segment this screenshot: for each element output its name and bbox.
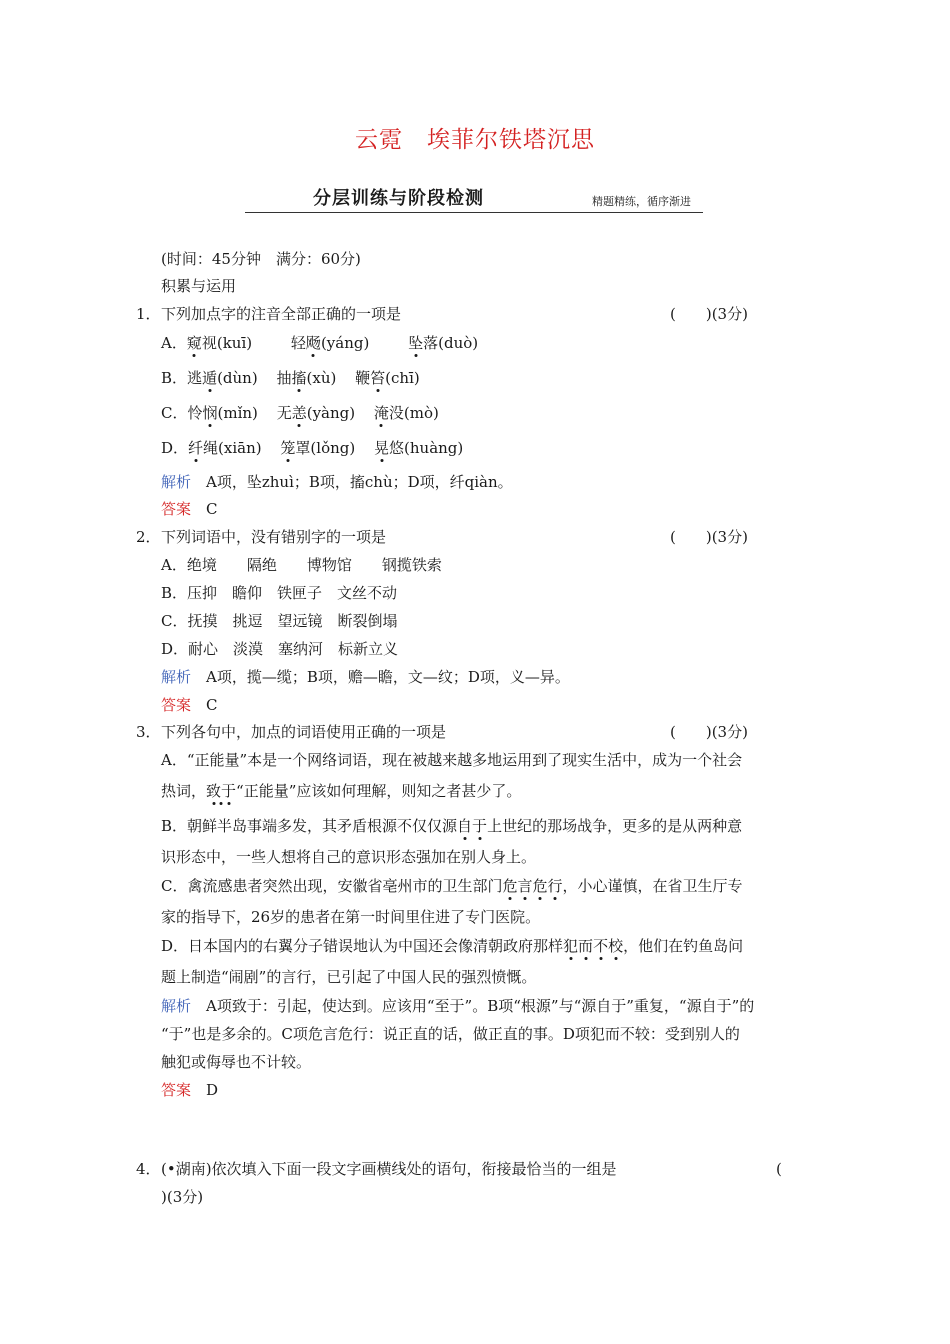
q3-option-a-line2: 热词，致于“正能量”应该如何理解，则知之者甚少了。: [161, 782, 522, 800]
question-1-score: ( )(3分): [670, 305, 748, 323]
q2-answer: 答案 C: [161, 696, 218, 714]
q1-analysis: 解析 A项，坠zhuì；B项，搐chù；D项，纤qiàn。: [161, 473, 513, 491]
q3-answer: 答案 D: [161, 1081, 219, 1099]
page-title: 云霓 埃菲尔铁塔沉思: [355, 127, 595, 153]
emphasis-char: 行: [547, 877, 563, 895]
section-banner: 分层训练与阶段检测: [313, 188, 484, 209]
question-3-stem: 下列各句中，加点的词语使用正确的一项是: [161, 723, 447, 741]
q3-option-b-line1: B．朝鲜半岛事端多发，其矛盾根源不仅仅源自于上世纪的那场战争，更多的是从两种意: [161, 817, 743, 835]
emphasis-char: 不: [593, 937, 609, 955]
answer-label: 答案: [161, 500, 192, 518]
emphasis-char: 危: [502, 877, 518, 895]
question-4-stem: (•湖南)依次填入下面一段文字画横线处的语句，衔接最恰当的一组是: [161, 1160, 617, 1178]
answer-label: 答案: [161, 696, 192, 714]
q3-option-a-line1: A．“正能量”本是一个网络词语，现在被越来越多地运用到了现实生活中，成为一个社会: [161, 751, 743, 769]
q3-option-d-line2: 题上制造“闹剧”的言行，已引起了中国人民的强烈愤慨。: [161, 968, 537, 986]
question-4-score: )(3分): [161, 1188, 204, 1206]
q3-analysis-line2: “于”也是多余的。C项危言危行：说正直的话，做正直的事。D项犯而不较：受到别人的: [161, 1025, 740, 1043]
emphasis-char: 危: [532, 877, 548, 895]
q3-analysis-line3: 触犯或侮辱也不计较。: [161, 1053, 312, 1071]
emphasis-char: 自: [457, 817, 473, 835]
question-4-number: 4．: [136, 1160, 161, 1178]
question-1-stem: 下列加点字的注音全部正确的一项是: [161, 305, 402, 323]
dotted-term: [457, 817, 487, 835]
q2-analysis: 解析 A项，揽—缆；B项，赡—瞻，文—纹；D项，义—异。: [161, 668, 570, 686]
time-info: (时间：45分钟 满分：60分): [161, 250, 361, 268]
question-2-stem: 下列词语中，没有错别字的一项是: [161, 528, 387, 546]
q1-option-c: C．怜悯(mǐn) 无恙(yàng) 淹没(mò): [161, 404, 439, 422]
banner-divider: [245, 212, 703, 213]
dotted-term: [206, 782, 236, 800]
q2-option-b: B．压抑 瞻仰 铁匣子 文丝不动: [161, 584, 398, 602]
analysis-label: 解析: [161, 997, 192, 1015]
dotted-term: [563, 937, 623, 955]
dotted-term: [502, 877, 562, 895]
q3-option-d-line1: D．日本国内的右翼分子错误地认为中国还会像清朝政府那样犯而不校，他们在钓鱼岛问: [161, 937, 744, 955]
question-3-number: 3．: [136, 723, 161, 741]
question-4-paren: (: [776, 1160, 782, 1178]
question-3-score: ( )(3分): [670, 723, 748, 741]
q1-option-b: B．逃遁(dùn) 抽搐(xù) 鞭笞(chī): [161, 369, 420, 387]
emphasis-char: 于: [472, 817, 488, 835]
q1-answer: 答案 C: [161, 500, 218, 518]
section-heading: 积累与运用: [161, 277, 237, 295]
emphasis-char: 而: [578, 937, 594, 955]
q2-option-c: C．抚摸 挑逗 望远镜 断裂倒塌: [161, 612, 398, 630]
emphasis-char: 言: [517, 877, 533, 895]
q1-option-a: A．窥视(kuī) 轻飏(yáng) 坠落(duò): [161, 334, 479, 352]
emphasis-char: 致: [206, 782, 222, 800]
q2-option-d: D．耐心 淡漠 塞纳河 标新立义: [161, 640, 399, 658]
q1-option-d: D．纤绳(xiān) 笼罩(lǒng) 晃悠(huàng): [161, 439, 464, 457]
q3-option-c-line2: 家的指导下，26岁的患者在第一时间里住进了专门医院。: [161, 908, 541, 926]
question-2-number: 2．: [136, 528, 161, 546]
q3-option-b-line2: 识形态中，一些人想将自己的意识形态强加在别人身上。: [161, 848, 537, 866]
q3-option-c-line1: C．禽流感患者突然出现，安徽省亳州市的卫生部门危言危行，小心谨慎，在省卫生厅专: [161, 877, 743, 895]
q2-option-a: A．绝境 隔绝 博物馆 钢揽铁索: [161, 556, 442, 574]
q3-analysis-line1: 解析 A项致于：引起，使达到。应该用“至于”。B项“根源”与“源自于”重复，“源自于”的: [161, 997, 755, 1015]
emphasis-char: 校: [608, 937, 624, 955]
analysis-label: 解析: [161, 668, 192, 686]
question-1-number: 1．: [136, 305, 161, 323]
analysis-label: 解析: [161, 473, 192, 491]
emphasis-char: 于: [221, 782, 237, 800]
question-2-score: ( )(3分): [670, 528, 748, 546]
section-banner-subtitle: 精题精练，循序渐进: [592, 195, 691, 208]
answer-label: 答案: [161, 1081, 192, 1099]
emphasis-char: 犯: [563, 937, 579, 955]
